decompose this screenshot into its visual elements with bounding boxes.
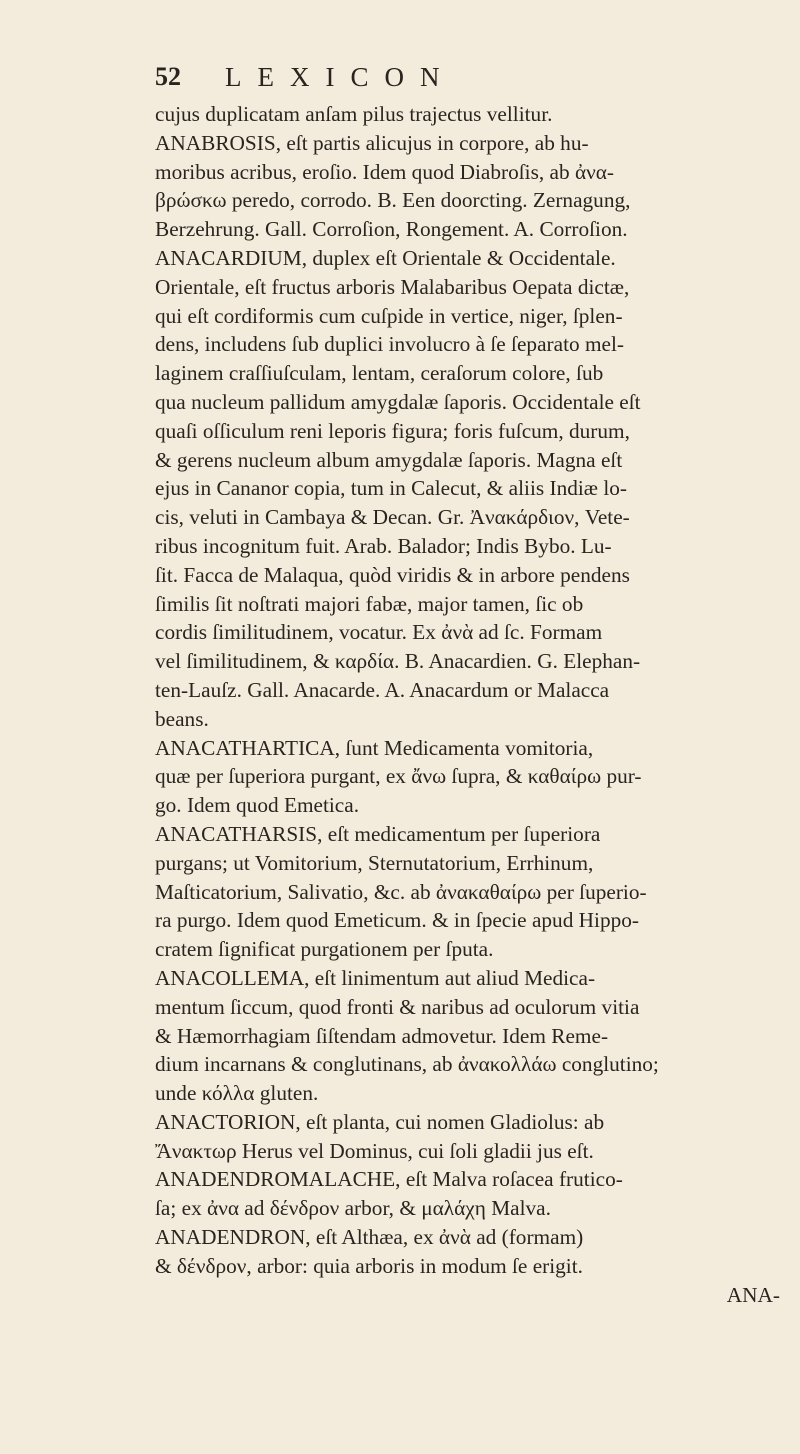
text-line: Maſticatorium, Salivatio, &c. ab ἀνακαθαίρω per ſuperio- [155, 879, 647, 904]
text-line: cordis ſimilitudinem, vocatur. Ex ἀνὰ ad ſc. Formam [155, 620, 603, 645]
text-line: cratem ſignificat purgationem per ſputa. [155, 937, 494, 962]
text-line: purgans; ut Vomitorium, Sternutatorium, Errhinum, [155, 850, 594, 875]
text-line: & Hæmorrhagiam ſiſtendam admovetur. Idem Reme- [155, 1023, 609, 1048]
text-line: quaſi oſſiculum reni leporis figura; foris fuſcum, durum, [155, 418, 630, 443]
text-line: Orientale, eſt fructus arboris Malabaribus Oepata dictæ, [155, 274, 630, 299]
text-line: cujus duplicatam anſam pilus trajectus vellitur. [155, 102, 553, 126]
text-line: qua nucleum pallidum amygdalæ ſaporis. Occidentale eſt [155, 389, 641, 414]
text-line: & gerens nucleum album amygdalæ ſaporis. Magna eſt [155, 447, 623, 472]
text-line: ANACARDIUM, duplex eſt Orientale & Occidentale. [155, 245, 616, 270]
text-line: cis, veluti in Cambaya & Decan. Gr. Ἀνακάρδιον, Vete- [155, 505, 630, 530]
lexicon-text [155, 100, 780, 1309]
page-number: 52 [155, 62, 181, 91]
text-line: beans. [155, 706, 209, 731]
text-line: ribus incognitum fuit. Arab. Balador; Indis Bybo. Lu- [155, 533, 612, 558]
text-line: ANACTORION, eſt planta, cui nomen Gladiolus: ab [155, 1109, 605, 1134]
text-line: Ἄνακτωρ Herus vel Dominus, cui ſoli gladii jus eſt. [155, 1138, 594, 1163]
text-line: dium incarnans & conglutinans, ab ἀνακολλάω conglutino; [155, 1052, 659, 1077]
page-header [155, 62, 795, 102]
text-line: ANACATHARSIS, eſt medicamentum per ſuperiora [155, 821, 601, 846]
catchword: ANA- [726, 1282, 780, 1307]
text-line: vel ſimilitudinem, & καρδία. B. Anacardien. G. Elephan- [155, 649, 641, 674]
text-line: ANACOLLEMA, eſt linimentum aut aliud Medica- [155, 965, 596, 990]
text-line: dens, includens ſub duplici involucro à ſe ſeparato mel- [155, 332, 624, 357]
text-line: ANABROSIS, eſt partis alicujus in corpore, ab hu- [155, 130, 589, 155]
text-line: unde κόλλα gluten. [155, 1081, 319, 1106]
text-line: ten-Lauſz. Gall. Anacarde. A. Anacardum or Malacca [155, 677, 610, 702]
text-line: ANADENDRON, eſt Althæa, ex ἀνὰ ad (formam) [155, 1225, 584, 1250]
text-line: ANADENDROMALACHE, eſt Malva roſacea frutico- [155, 1167, 623, 1192]
text-line: moribus acribus, eroſio. Idem quod Diabroſis, ab ἀνα- [155, 159, 614, 184]
text-line: ANACATHARTICA, ſunt Medicamenta vomitoria, [155, 735, 594, 760]
text-line: ra purgo. Idem quod Emeticum. & in ſpecie apud Hippo- [155, 908, 639, 933]
running-title: LEXICON [225, 62, 456, 92]
text-line: Berzehrung. Gall. Corroſion, Rongement. A. Corroſion. [155, 217, 628, 242]
text-line: qui eſt cordiformis cum cuſpide in vertice, niger, ſplen- [155, 303, 623, 328]
text-line: ejus in Cananor copia, tum in Calecut, & aliis Indiæ lo- [155, 476, 627, 501]
text-line: mentum ſiccum, quod fronti & naribus ad oculorum vitia [155, 994, 640, 1019]
text-line: ſimilis ſit noſtrati majori fabæ, major tamen, ſic ob [155, 591, 584, 616]
text-line: quæ per ſuperiora purgant, ex ἄνω ſupra, & καθαίρω pur- [155, 764, 642, 789]
text-line: laginem craſſiuſculam, lentam, ceraſorum colore, ſub [155, 361, 604, 386]
text-line: ſa; ex ἀνα ad δένδρον arbor, & μαλάχη Malva. [155, 1196, 551, 1221]
text-line: βρώσκω peredo, corrodo. B. Een doorcting. Zernagung, [155, 188, 631, 213]
text-line: & δένδρον, arbor: quia arboris in modum ſe erigit. [155, 1253, 583, 1278]
text-line: go. Idem quod Emetica. [155, 793, 360, 818]
text-line: ſit. Facca de Malaqua, quòd viridis & in arbore pendens [155, 562, 630, 587]
